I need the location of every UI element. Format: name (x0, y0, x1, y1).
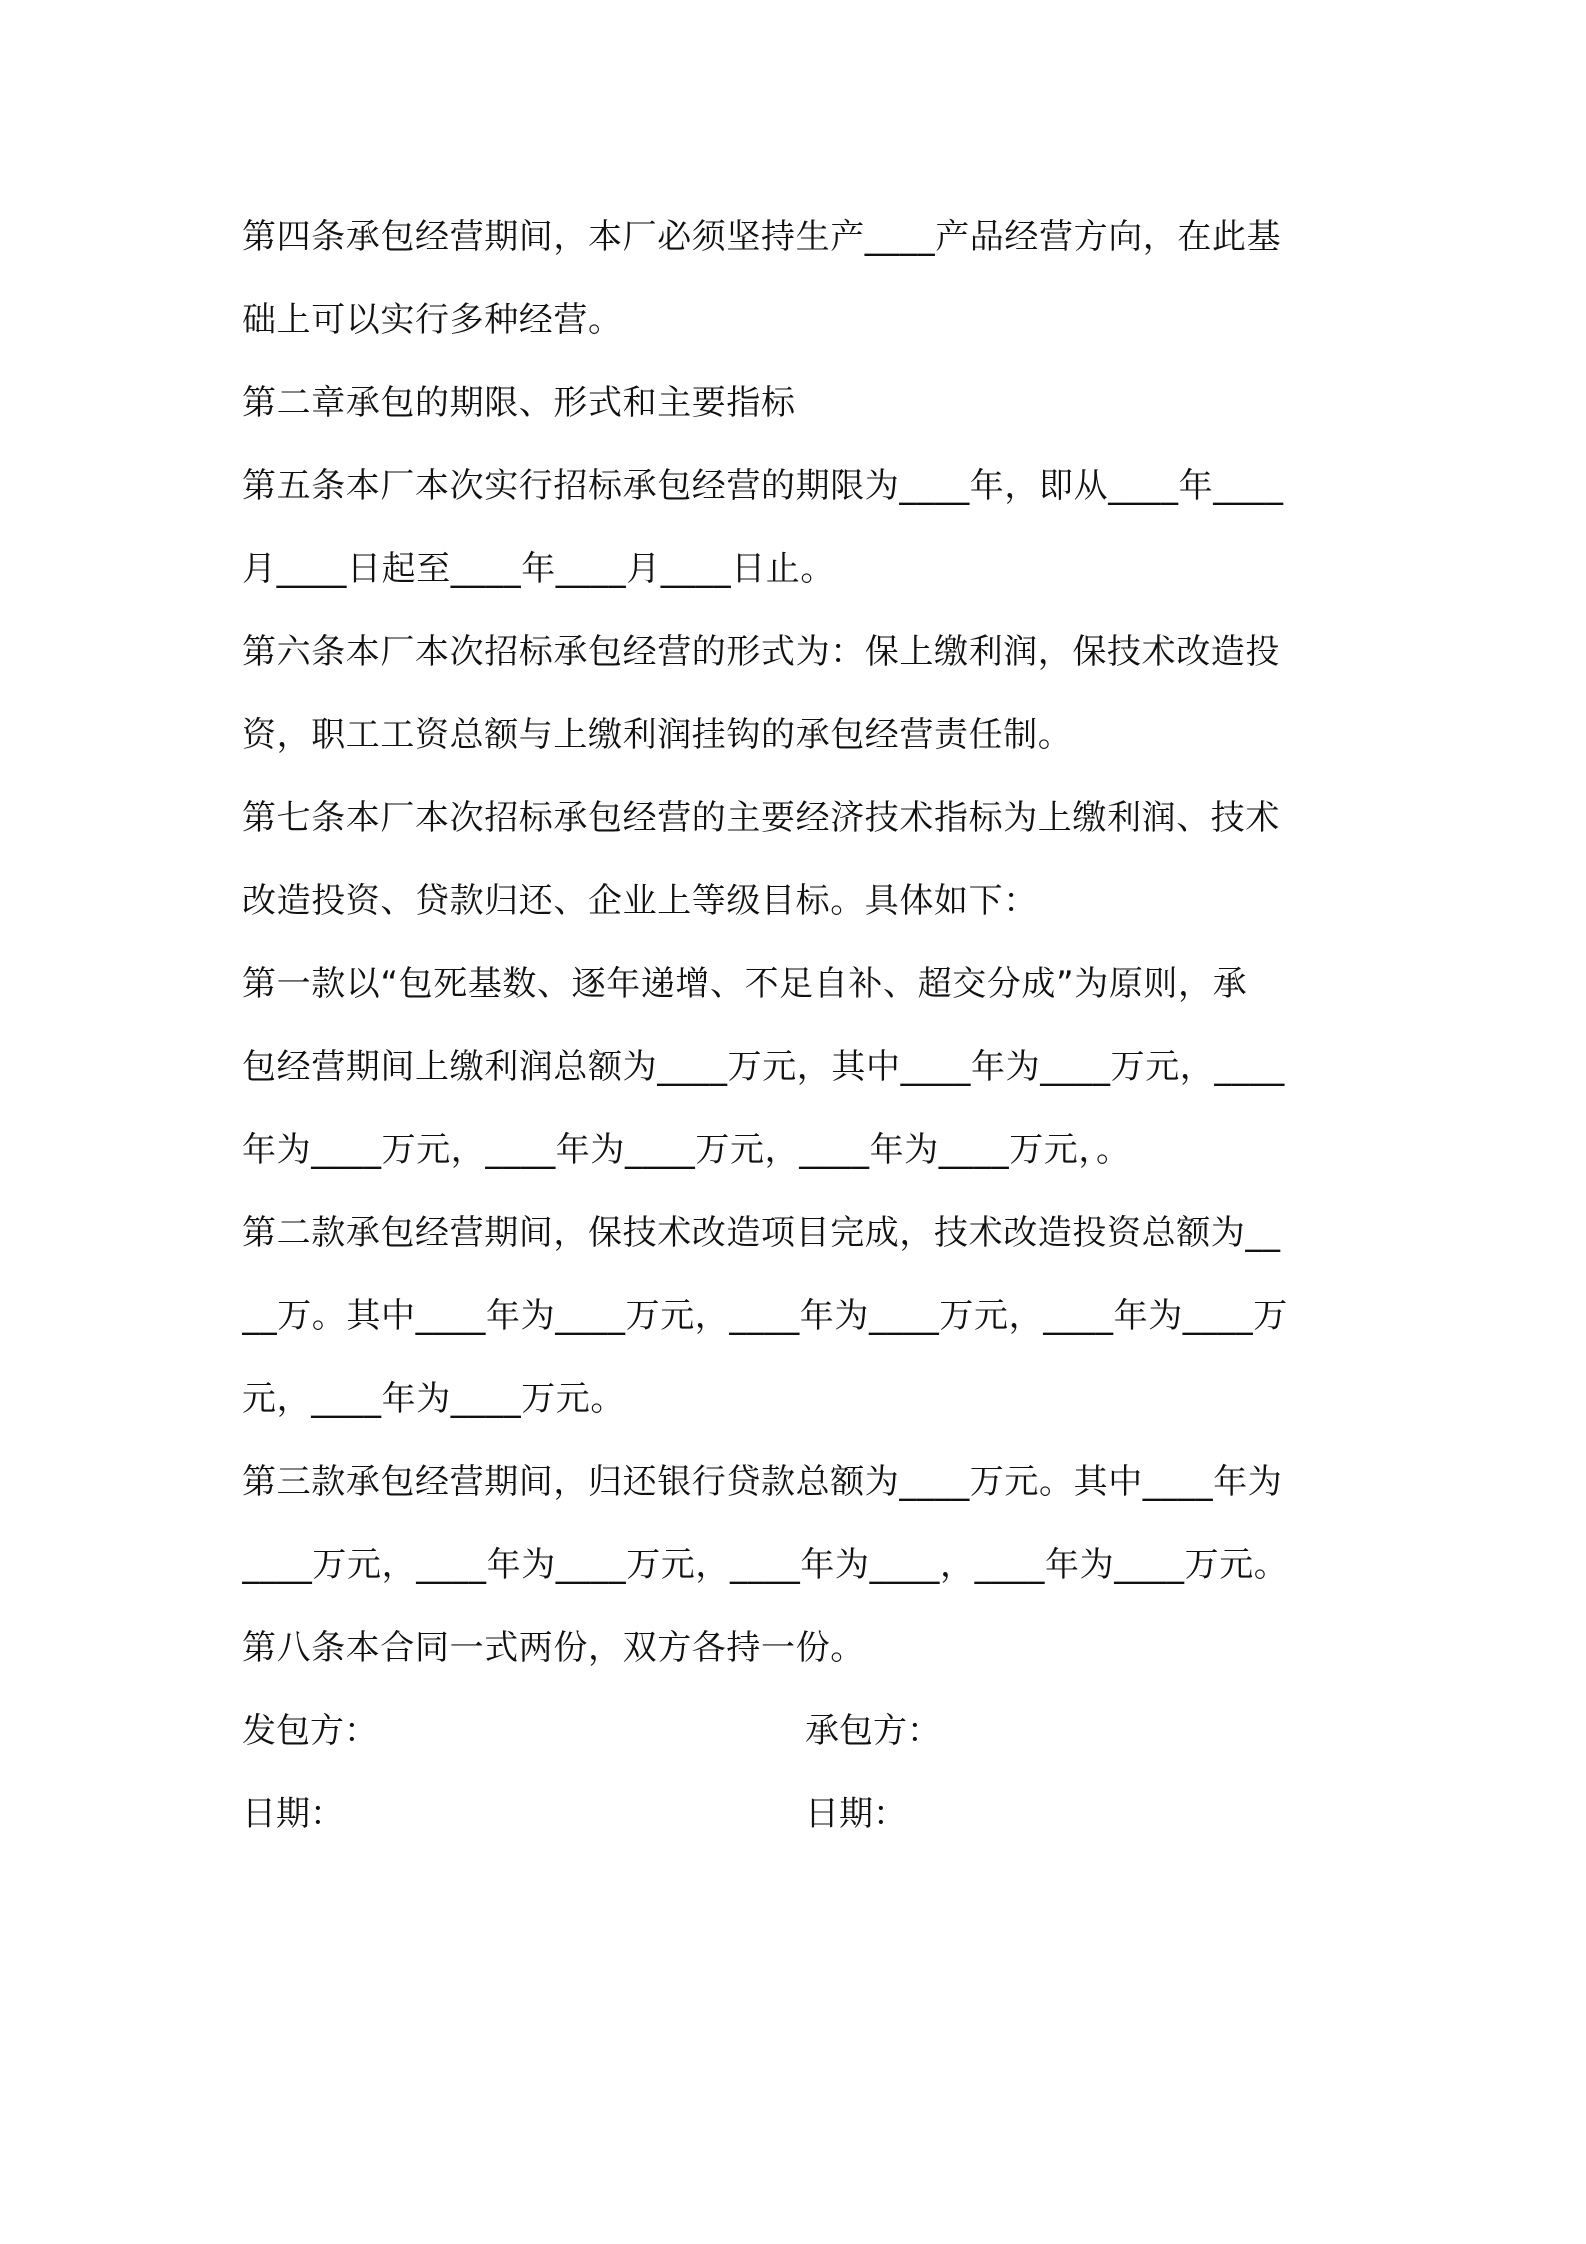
clause-6-line-2: 资，职工工资总额与上缴利润挂钩的承包经营责任制。 (242, 715, 1073, 755)
signature-date-row (242, 1773, 1354, 1856)
clause-4-line-1: 第四条承包经营期间，本厂必须坚持生产____产品经营方向，在此基 (242, 217, 1282, 257)
section-2-line-3: 元，____年为____万元。 (242, 1379, 625, 1419)
clause-7-line-2: 改造投资、贷款归还、企业上等级目标。具体如下： (242, 881, 1038, 921)
clause-5-line-2: 月____日起至____年____月____日止。 (242, 549, 835, 589)
clause-6-line-1: 第六条本厂本次招标承包经营的形式为：保上缴利润，保技术改造投 (242, 632, 1280, 672)
section-3-line-1: 第三款承包经营期间，归还银行贷款总额为____万元。其中____年为 (242, 1462, 1283, 1502)
signature-party-row (242, 1690, 1354, 1773)
clause-7-line-1: 第七条本厂本次招标承包经营的主要经济技术指标为上缴利润、技术 (242, 798, 1280, 838)
clause-4-line-2: 础上可以实行多种经营。 (242, 300, 623, 340)
chapter-2-heading: 第二章承包的期限、形式和主要指标 (242, 383, 796, 423)
section-1-line-1: 第一款以“包死基数、逐年递增、不足自补、超交分成”为原则，承 (242, 964, 1248, 1004)
clause-5-line-1: 第五条本厂本次实行招标承包经营的期限为____年，即从____年____ (242, 466, 1284, 506)
date-b-label: 日期： (805, 1794, 907, 1834)
party-a-label: 发包方： (242, 1711, 378, 1751)
clause-8-line: 第八条本合同一式两份，双方各持一份。 (242, 1628, 865, 1668)
party-b-label: 承包方： (805, 1711, 941, 1751)
date-a-label: 日期： (242, 1794, 344, 1834)
section-1-line-2: 包经营期间上缴利润总额为____万元，其中____年为____万元，____ (242, 1047, 1285, 1087)
section-2-line-2: __万。其中____年为____万元，____年为____万元，____年为____万 (242, 1296, 1288, 1336)
section-1-line-3: 年为____万元，____年为____万元，____年为____万元，。 (242, 1130, 1131, 1170)
contract-body (242, 196, 1354, 1856)
section-2-line-1: 第二款承包经营期间，保技术改造项目完成，技术改造投资总额为__ (242, 1213, 1281, 1253)
section-3-line-2: ____万元，____年为____万元，____年为____，____年为____万元。 (242, 1545, 1289, 1585)
